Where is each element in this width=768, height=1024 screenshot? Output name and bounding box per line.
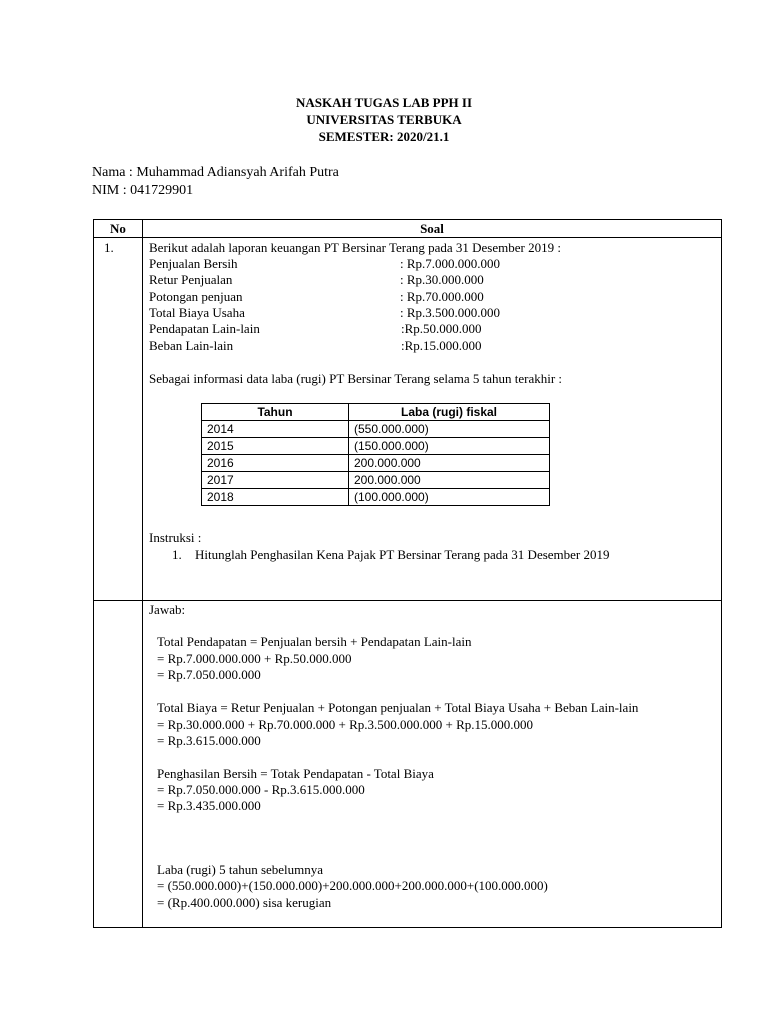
info-text: Sebagai informasi data laba (rugi) PT Bersinar Terang selama 5 tahun terakhir : (149, 371, 563, 386)
column-header-no: No (110, 221, 126, 236)
question-number: 1. (104, 240, 114, 255)
item-value: :Rp.50.000.000 (401, 321, 482, 336)
student-nim: NIM : 041729901 (92, 183, 194, 198)
header-divider (94, 237, 721, 238)
answer-line: Total Pendapatan = Penjualan bersih + Pendapatan Lain-lain (157, 634, 472, 649)
answer-label: Jawab: (149, 602, 186, 617)
answer-line: = Rp.3.435.000.000 (157, 798, 261, 813)
item-value: : Rp.3.500.000.000 (400, 305, 501, 320)
table-header-row (202, 404, 550, 421)
cell-year: 2017 (202, 472, 349, 489)
cell-amount: 200.000.000 (349, 455, 550, 472)
header-laba: Laba (rugi) fiskal (349, 404, 550, 421)
table-row (202, 489, 550, 506)
answer-divider (94, 600, 721, 601)
item-label: Retur Penjualan (149, 272, 233, 287)
cell-amount: (150.000.000) (349, 438, 550, 455)
cell-year: 2014 (202, 421, 349, 438)
answer-line: = (550.000.000)+(150.000.000)+200.000.000+200.000.000+(100.000.000) (157, 878, 548, 893)
item-label: Beban Lain-lain (149, 338, 234, 353)
header-tahun: Tahun (202, 404, 349, 421)
cell-year: 2018 (202, 489, 349, 506)
answer-line: Laba (rugi) 5 tahun sebelumnya (157, 862, 324, 877)
item-label: Total Biaya Usaha (149, 305, 245, 320)
item-value: :Rp.15.000.000 (401, 338, 482, 353)
answer-line: Penghasilan Bersih = Totak Pendapatan - Total Biaya (157, 766, 434, 781)
answer-line: = Rp.7.050.000.000 (157, 667, 261, 682)
cell-amount: (100.000.000) (349, 489, 550, 506)
item-value: : Rp.7.000.000.000 (400, 256, 501, 271)
answer-line: = Rp.7.000.000.000 + Rp.50.000.000 (157, 651, 352, 666)
table-row (202, 421, 550, 438)
item-value: : Rp.30.000.000 (400, 272, 484, 287)
cell-amount: (550.000.000) (349, 421, 550, 438)
document-title: NASKAH TUGAS LAB PPH II (295, 95, 472, 110)
cell-amount: 200.000.000 (349, 472, 550, 489)
instruksi-number: 1. (172, 547, 182, 562)
answer-line: = Rp.3.615.000.000 (157, 733, 261, 748)
cell-year: 2016 (202, 455, 349, 472)
instruksi-text: Hitunglah Penghasilan Kena Pajak PT Bersinar Terang pada 31 Desember 2019 (195, 547, 610, 562)
question-intro: Berikut adalah laporan keuangan PT Bersinar Terang pada 31 Desember 2019 : (149, 240, 561, 255)
column-header-soal: Soal (420, 221, 444, 236)
table-row (202, 472, 550, 489)
table-row (202, 455, 550, 472)
answer-line: = (Rp.400.000.000) sisa kerugian (157, 895, 332, 910)
item-value: : Rp.70.000.000 (400, 289, 484, 304)
semester-label: SEMESTER: 2020/21.1 (318, 129, 450, 144)
university-name: UNIVERSITAS TERBUKA (306, 112, 462, 127)
item-label: Potongan penjuan (149, 289, 243, 304)
answer-line: = Rp.7.050.000.000 - Rp.3.615.000.000 (157, 782, 365, 797)
table-row (202, 438, 550, 455)
item-label: Pendapatan Lain-lain (149, 321, 260, 336)
instruksi-label: Instruksi : (149, 530, 202, 545)
cell-year: 2015 (202, 438, 349, 455)
laba-rugi-table (201, 403, 550, 506)
answer-line: Total Biaya = Retur Penjualan + Potongan penjualan + Total Biaya Usaha + Beban Lain-lain (157, 700, 639, 715)
item-label: Penjualan Bersih (149, 256, 238, 271)
assignment-table (93, 219, 722, 928)
column-divider (142, 220, 143, 927)
answer-line: = Rp.30.000.000 + Rp.70.000.000 + Rp.3.500.000.000 + Rp.15.000.000 (157, 717, 534, 732)
student-name: Nama : Muhammad Adiansyah Arifah Putra (92, 165, 339, 180)
